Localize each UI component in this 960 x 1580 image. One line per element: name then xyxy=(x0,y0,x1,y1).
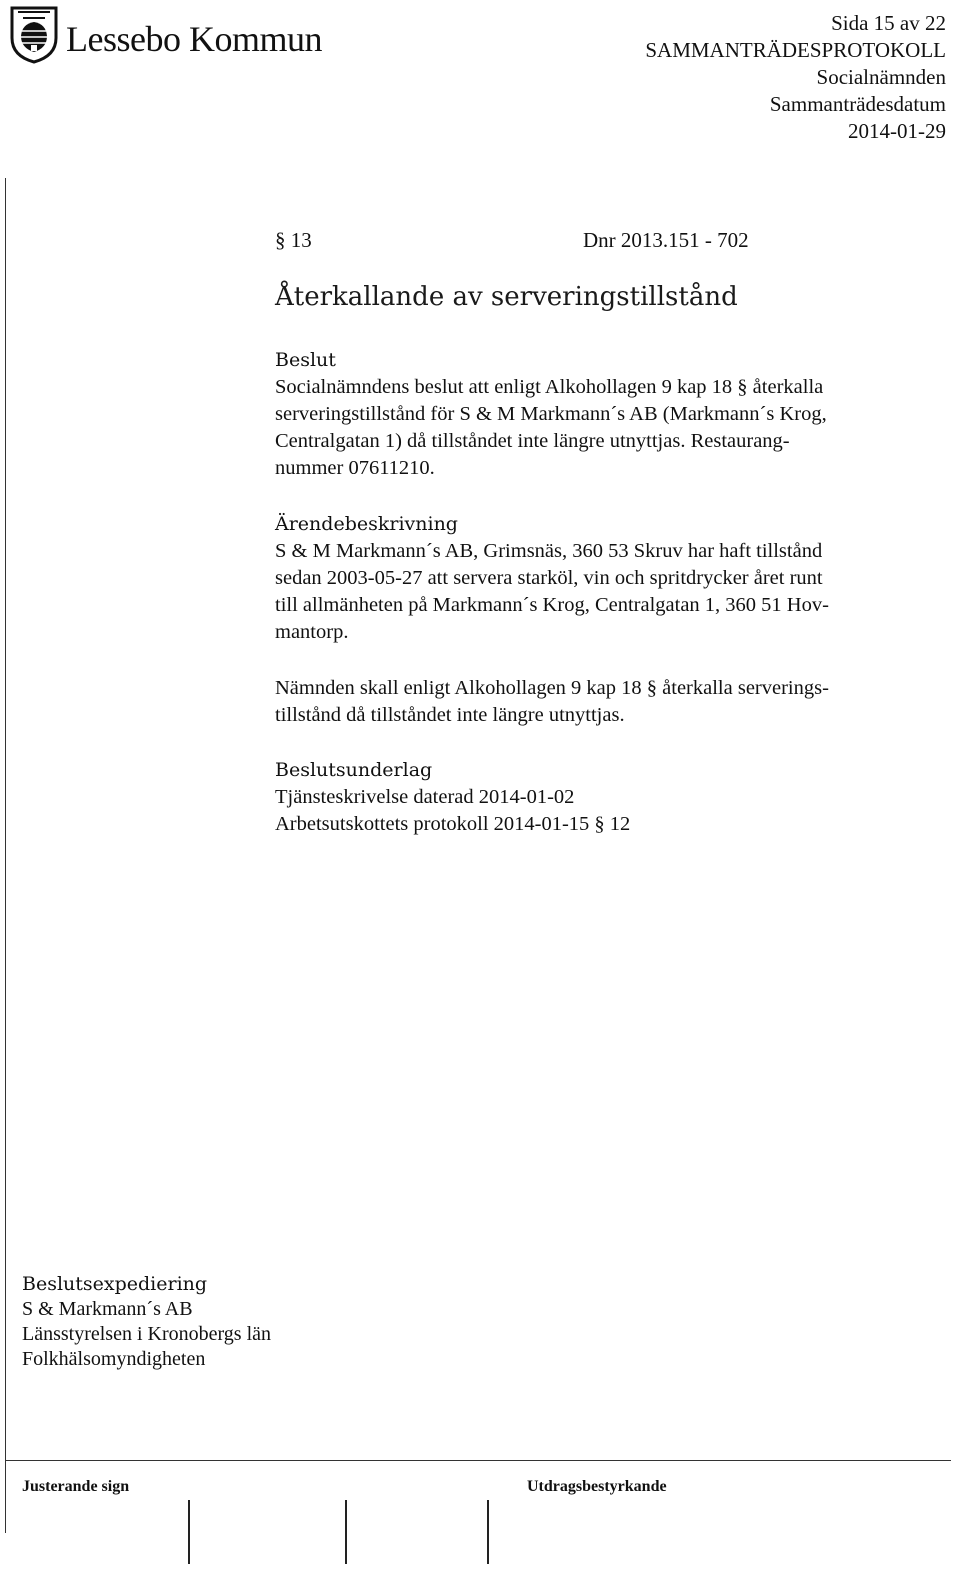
decision-label: Beslut xyxy=(275,349,336,371)
beehive-crest-icon xyxy=(8,4,60,64)
case-description-label: Ärendebeskrivning xyxy=(275,513,458,535)
document-type: SAMMANTRÄDESPROTOKOLL xyxy=(645,38,946,62)
paragraph-number: § 13 xyxy=(275,228,312,252)
section-title: Återkallande av serveringstillstånd xyxy=(275,282,738,312)
left-margin-line xyxy=(5,178,6,1533)
committee-statement-line: Nämnden skall enligt Alkohollagen 9 kap 18 § återkalla serverings- xyxy=(275,677,829,699)
case-description-line: mantorp. xyxy=(275,621,349,643)
decision-basis-line: Arbetsutskottets protokoll 2014-01-15 § 12 xyxy=(275,813,631,835)
distribution-block xyxy=(22,1272,271,1372)
signature-box-divider xyxy=(345,1500,347,1564)
committee-name: Socialnämnden xyxy=(816,65,946,89)
meeting-date-label: Sammanträdesdatum xyxy=(769,92,946,116)
case-description-line: S & M Markmann´s AB, Grimsnäs, 360 53 Skruv har haft tillstånd xyxy=(275,540,823,562)
meeting-date: 2014-01-29 xyxy=(848,119,946,143)
distribution-label: Beslutsexpediering xyxy=(22,1273,208,1295)
footer-divider xyxy=(5,1460,951,1461)
adjuster-signature-label: Justerande sign xyxy=(22,1478,130,1495)
decision-basis-label: Beslutsunderlag xyxy=(275,759,433,781)
decision-line: Centralgatan 1) då tillståndet inte längre utnyttjas. Restaurang- xyxy=(275,430,790,452)
distribution-recipient: S & Markmann´s AB xyxy=(22,1298,193,1320)
case-description-block xyxy=(275,511,945,646)
distribution-recipient: Länsstyrelsen i Kronobergs län xyxy=(22,1323,272,1345)
decision-line: Socialnämndens beslut att enligt Alkohollagen 9 kap 18 § återkalla xyxy=(275,376,824,398)
case-number: Dnr 2013.151 - 702 xyxy=(583,228,749,252)
decision-line: serveringstillstånd för S & M Markmann´s AB (Markmann´s Krog, xyxy=(275,403,827,425)
municipality-logo xyxy=(8,4,368,64)
decision-basis-line: Tjänsteskrivelse daterad 2014-01-02 xyxy=(275,786,575,808)
signature-box-divider xyxy=(487,1500,489,1564)
signature-box-divider xyxy=(188,1500,190,1564)
committee-statement-line: tillstånd då tillståndet inte längre utnyttjas. xyxy=(275,704,625,726)
decision-basis-block xyxy=(275,757,945,838)
document-header xyxy=(645,10,946,145)
certification-label: Utdragsbestyrkande xyxy=(527,1478,667,1495)
decision-line: nummer 07611210. xyxy=(275,457,435,479)
page-info: Sida 15 av 22 xyxy=(831,11,946,35)
distribution-recipient: Folkhälsomyndigheten xyxy=(22,1348,206,1370)
case-description-line: sedan 2003-05-27 att servera starköl, vin och spritdrycker året runt xyxy=(275,567,823,589)
logo-text: Lessebo Kommun xyxy=(66,19,322,59)
case-description-line: till allmänheten på Markmann´s Krog, Centralgatan 1, 360 51 Hov- xyxy=(275,594,829,616)
decision-block xyxy=(275,347,945,482)
committee-statement-block xyxy=(275,675,945,729)
